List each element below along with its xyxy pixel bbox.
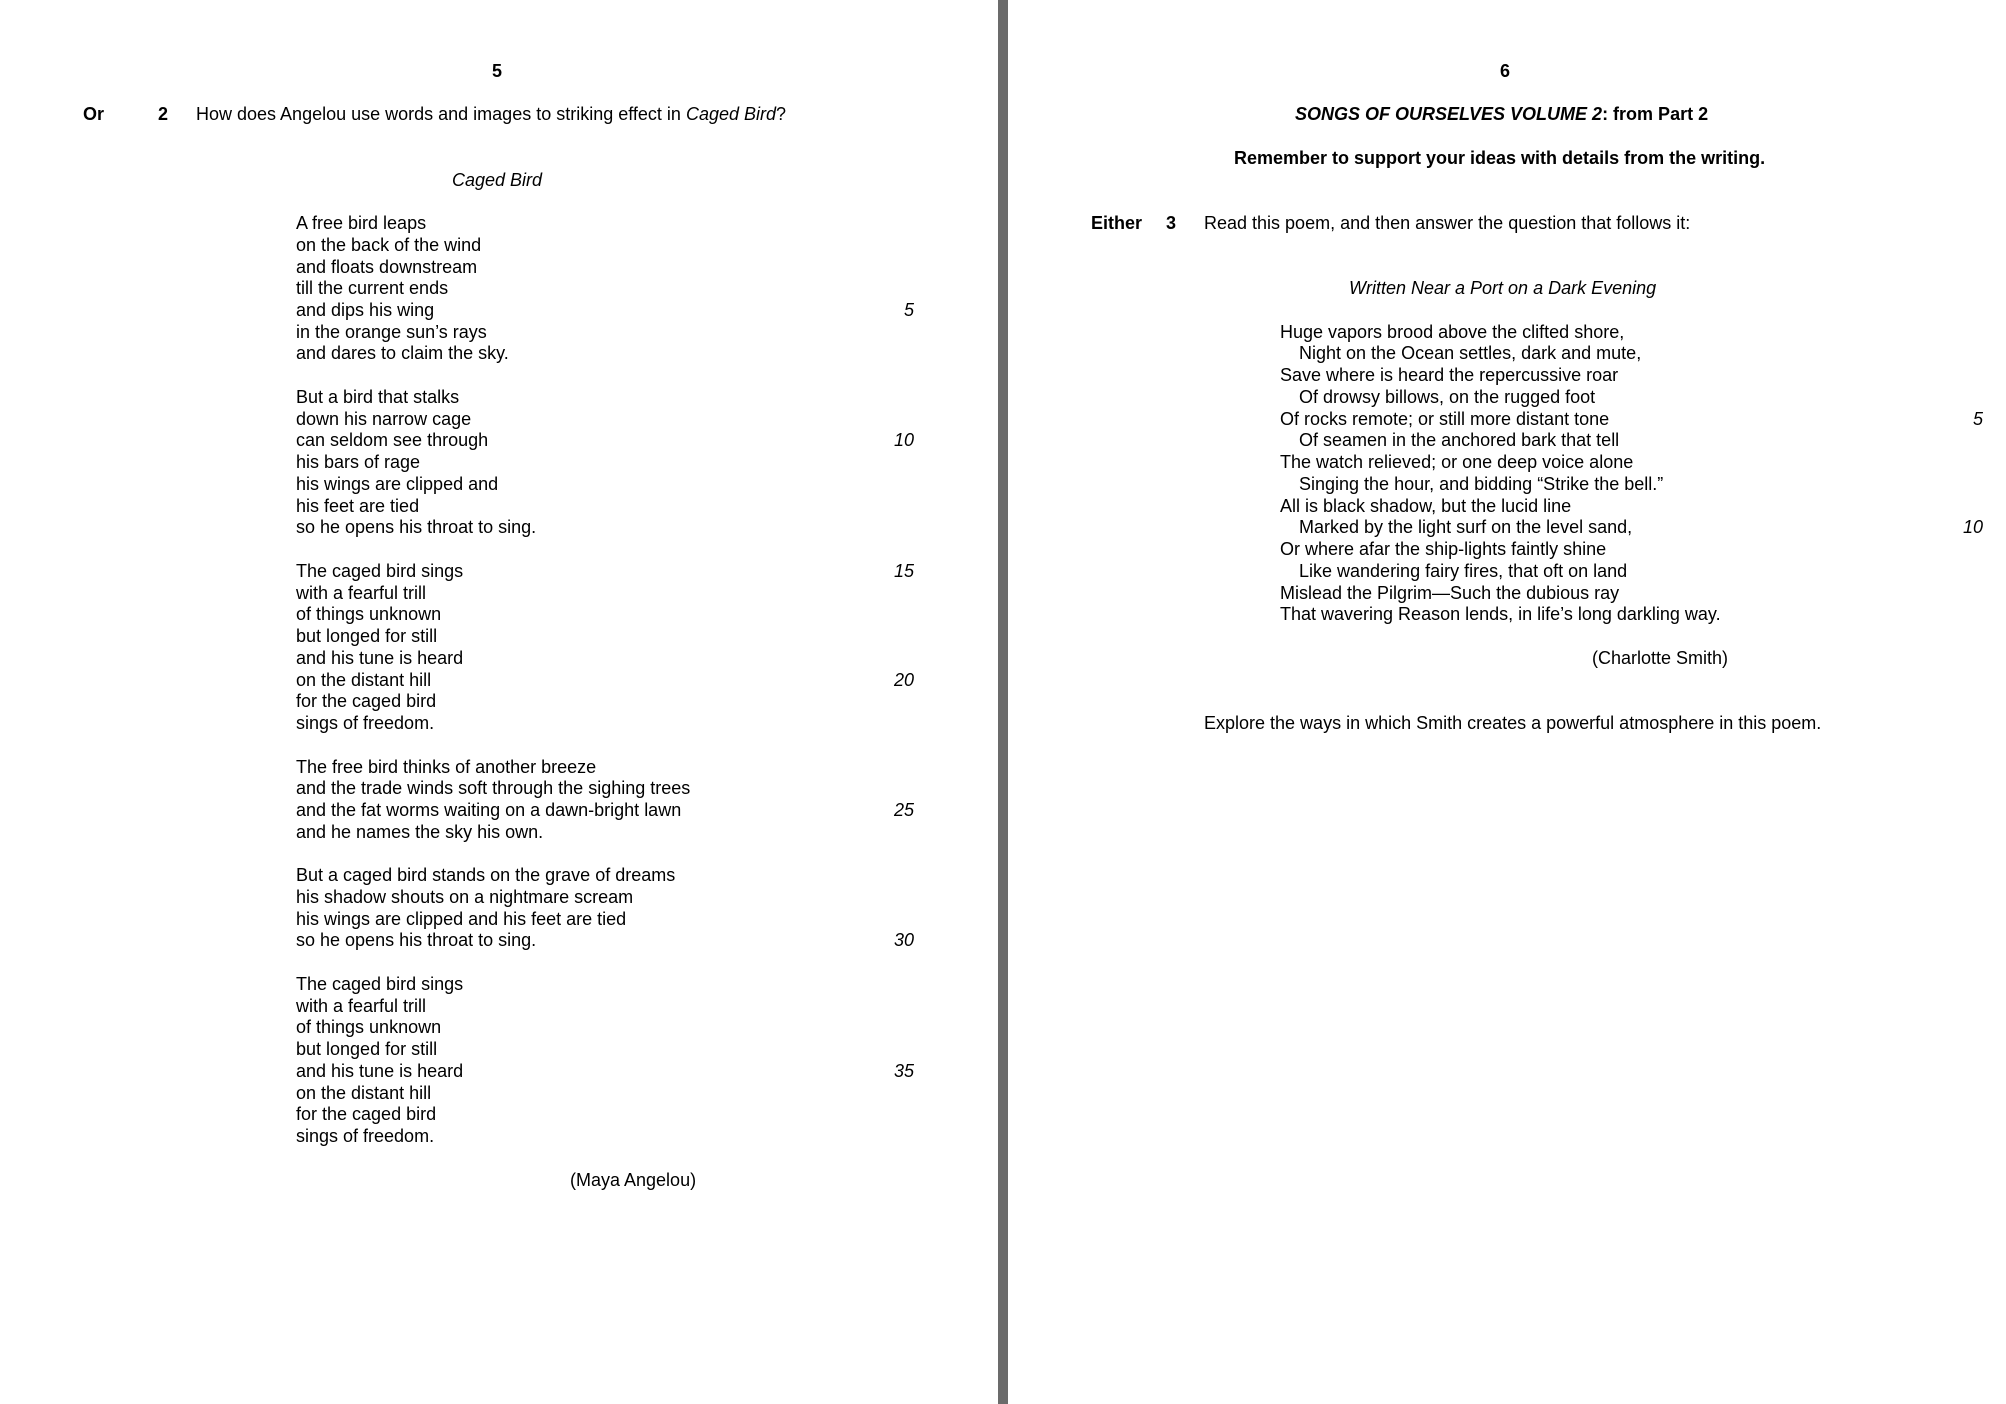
poem-line: Or where afar the ship-lights faintly shine (1280, 539, 1607, 559)
poem-line: and the trade winds soft through the sighing trees (296, 778, 691, 798)
poem-title: Caged Bird (452, 170, 543, 190)
instruction: Remember to support your ideas with details from the writing. (1234, 148, 1766, 168)
poem-line: down his narrow cage (296, 409, 472, 429)
poem-line: Marked by the light surf on the level sand, (1299, 517, 1633, 537)
poem-author: (Maya Angelou) (570, 1170, 697, 1190)
poem-line: sings of freedom. (296, 1126, 435, 1146)
poem-line: on the distant hill (296, 670, 432, 690)
question-text-part: How does Angelou use words and images to striking effect in (196, 104, 686, 124)
poem-line: and his tune is heard (296, 648, 464, 668)
poem-line: his wings are clipped and his feet are tied (296, 909, 627, 929)
poem-line: The caged bird sings (296, 561, 464, 581)
poem-line: of things unknown (296, 1017, 442, 1037)
poem-line: his bars of rage (296, 452, 421, 472)
question-text-end: ? (776, 104, 787, 124)
poem-line: of things unknown (296, 604, 442, 624)
poem-line: his shadow shouts on a nightmare scream (296, 887, 634, 907)
section-heading (1295, 104, 1708, 125)
poem-line: A free bird leaps (296, 213, 427, 233)
poem-line: The caged bird sings (296, 974, 464, 994)
poem-line: but longed for still (296, 626, 438, 646)
poem-line: The free bird thinks of another breeze (296, 757, 597, 777)
poem-line: and his tune is heard (296, 1061, 464, 1081)
poem-line: so he opens his throat to sing. (296, 930, 537, 950)
question-prompt: Explore the ways in which Smith creates a powerful atmosphere in this poem. (1204, 713, 1822, 733)
line-number: 10 (893, 430, 914, 450)
poem-line: and the fat worms waiting on a dawn-bright lawn (296, 800, 682, 820)
poem-line: but longed for still (296, 1039, 438, 1059)
poem-line: That wavering Reason lends, in life’s long darkling way. (1280, 604, 1721, 624)
poem-line: and dips his wing (296, 300, 435, 320)
poem-line: Of drowsy billows, on the rugged foot (1299, 387, 1596, 407)
poem-line: The watch relieved; or one deep voice alone (1280, 452, 1634, 472)
right-page (1008, 0, 2006, 1404)
line-number: 35 (893, 1061, 914, 1081)
question-text (196, 104, 786, 125)
poem-line: his feet are tied (296, 496, 420, 516)
line-number: 25 (893, 800, 914, 820)
question-number: 3 (1166, 213, 1177, 233)
poem-line: for the caged bird (296, 691, 437, 711)
line-number: 10 (1962, 517, 1983, 537)
question-marker: Or (83, 104, 105, 124)
poem-author: (Charlotte Smith) (1592, 648, 1729, 668)
poem-line: and dares to claim the sky. (296, 343, 509, 363)
poem-line: on the back of the wind (296, 235, 482, 255)
line-number: 5 (1972, 409, 1983, 429)
poem-line: Singing the hour, and bidding “Strike the bell.” (1299, 474, 1664, 494)
poem-line: with a fearful trill (296, 996, 427, 1016)
line-number: 20 (893, 670, 914, 690)
section-heading-part: : from Part 2 (1602, 104, 1709, 124)
poem-line: Of rocks remote; or still more distant tone (1280, 409, 1610, 429)
poem-line: on the distant hill (296, 1083, 432, 1103)
poem-line: sings of freedom. (296, 713, 435, 733)
poem-line: for the caged bird (296, 1104, 437, 1124)
question-poem-title: Caged Bird (685, 104, 777, 124)
line-number: 30 (893, 930, 914, 950)
poem-line: in the orange sun’s rays (296, 322, 487, 342)
poem-line: But a bird that stalks (296, 387, 460, 407)
poem-line: so he opens his throat to sing. (296, 517, 537, 537)
question-text: Read this poem, and then answer the question that follows it: (1204, 213, 1691, 233)
question-number: 2 (158, 104, 169, 124)
poem-line: his wings are clipped and (296, 474, 499, 494)
question-marker: Either (1091, 213, 1143, 233)
left-page (0, 0, 998, 1404)
poem-line: Of seamen in the anchored bark that tell (1299, 430, 1620, 450)
line-number: 5 (903, 300, 914, 320)
poem-line: All is black shadow, but the lucid line (1280, 496, 1572, 516)
poem-line: But a caged bird stands on the grave of dreams (296, 865, 676, 885)
line-number: 15 (893, 561, 914, 581)
poem-line: Mislead the Pilgrim—Such the dubious ray (1280, 583, 1620, 603)
section-heading-title: SONGS OF OURSELVES VOLUME 2 (1295, 104, 1603, 124)
poem-title: Written Near a Port on a Dark Evening (1349, 278, 1657, 298)
poem-line: Save where is heard the repercussive roar (1280, 365, 1619, 385)
poem-line: Like wandering fairy fires, that oft on land (1299, 561, 1628, 581)
poem-line: can seldom see through (296, 430, 489, 450)
poem-line: and floats downstream (296, 257, 478, 277)
page-number: 6 (1500, 61, 1511, 81)
page-divider (998, 0, 1008, 1404)
poem-line: and he names the sky his own. (296, 822, 544, 842)
poem-line: Night on the Ocean settles, dark and mute, (1299, 343, 1642, 363)
poem-line: with a fearful trill (296, 583, 427, 603)
poem-line: till the current ends (296, 278, 449, 298)
poem-line: Huge vapors brood above the clifted shore, (1280, 322, 1625, 342)
page-number: 5 (492, 61, 503, 81)
